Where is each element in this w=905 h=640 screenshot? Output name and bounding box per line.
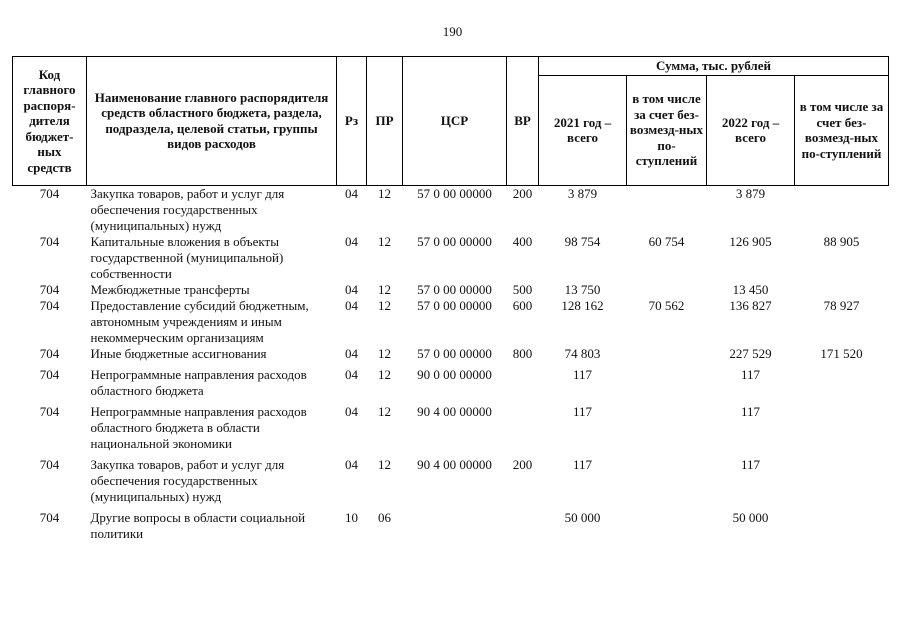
header-2021-free: в том числе за счет без-возмезд-ных по-ступлений [627,75,707,185]
cell-code: 704 [39,281,60,297]
cell-pr: 12 [378,403,391,419]
cell-name: Иные бюджетные ассигнования [90,345,267,361]
cell-csr: 90 4 00 00000 [417,403,492,419]
cell-rz: 04 [345,403,358,419]
cell-vr: 600 [512,297,533,313]
cell-v2021: 117 [572,403,593,419]
header-name: Наименование главного распорядителя средств областного бюджета, раздела, подраздела, целевой статьи, группы видов расходов [87,57,337,186]
cell-code: 704 [39,297,60,313]
cell-f2021 [627,185,707,234]
cell-v2022: 3 879 [735,185,766,201]
header-vr: ВР [507,57,539,186]
cell-vr: 200 [512,185,533,201]
cell-pr: 06 [378,509,391,525]
cell-name: Межбюджетные трансферты [90,281,250,297]
cell-f2022 [795,282,889,298]
cell-vr: 800 [512,345,533,361]
table-row [13,399,889,452]
cell-f2022: 171 520 [820,345,863,361]
cell-pr: 12 [378,456,391,472]
cell-csr: 57 0 00 00000 [417,345,492,361]
cell-pr: 12 [378,366,391,382]
header-rz: Рз [337,57,367,186]
cell-csr: 57 0 00 00000 [417,281,492,297]
cell-f2021: 60 754 [648,233,685,249]
cell-v2022: 13 450 [732,281,769,297]
table-row [13,346,889,362]
cell-code: 704 [39,403,60,419]
cell-vr [507,505,539,542]
cell-f2021 [627,452,707,505]
cell-rz: 04 [345,366,358,382]
cell-v2021: 128 162 [561,297,604,313]
cell-vr: 200 [512,456,533,472]
cell-rz: 04 [345,345,358,361]
cell-code: 704 [39,366,60,382]
cell-code: 704 [39,345,60,361]
cell-name: Непрограммные направления расходов областного бюджета в области национальной экономики [90,403,307,451]
cell-rz: 10 [345,509,358,525]
cell-v2022: 117 [740,456,761,472]
page-number: 190 [442,24,463,39]
table-row [13,234,889,282]
cell-v2022: 227 529 [729,345,772,361]
cell-csr: 90 4 00 00000 [417,456,492,472]
cell-csr: 90 0 00 00000 [417,366,492,382]
cell-rz: 04 [345,456,358,472]
cell-f2021 [627,282,707,298]
cell-v2022: 136 827 [729,297,772,313]
cell-csr [403,505,507,542]
header-sum: Сумма, тыс. рублей [539,57,889,76]
table-row [13,452,889,505]
cell-rz: 04 [345,281,358,297]
table-row [13,298,889,346]
cell-code: 704 [39,509,60,525]
header-pr: ПР [367,57,403,186]
cell-f2021 [627,346,707,362]
cell-name: Закупка товаров, работ и услуг для обеспечения государственных (муниципальных) нужд [90,185,285,233]
cell-f2022 [795,452,889,505]
header-2022-free: в том числе за счет без-возмезд-ных по-ступлений [795,75,889,185]
cell-name: Закупка товаров, работ и услуг для обеспечения государственных (муниципальных) нужд [90,456,285,504]
cell-pr: 12 [378,297,391,313]
cell-v2022: 126 905 [729,233,772,249]
table-row [13,362,889,399]
cell-v2021: 13 750 [564,281,601,297]
cell-f2021 [627,505,707,542]
cell-f2022: 78 927 [823,297,860,313]
cell-pr: 12 [378,345,391,361]
cell-name: Предоставление субсидий бюджетным, автономным учреждениям и иным некоммерческим организациям [90,297,309,345]
cell-code: 704 [39,456,60,472]
cell-f2022 [795,399,889,452]
cell-f2022: 88 905 [823,233,860,249]
cell-rz: 04 [345,185,358,201]
cell-pr: 12 [378,233,391,249]
header-2021-total: 2021 год – всего [539,75,627,185]
cell-rz: 04 [345,233,358,249]
cell-v2021: 50 000 [564,509,601,525]
table-row [13,185,889,234]
cell-vr [507,399,539,452]
cell-v2022: 117 [740,366,761,382]
budget-table [12,56,889,542]
header-code: Код главного распоря-дителя бюджет-ных средств [13,57,87,186]
cell-pr: 12 [378,281,391,297]
cell-vr [507,362,539,399]
cell-v2022: 117 [740,403,761,419]
cell-code: 704 [39,185,60,201]
cell-rz: 04 [345,297,358,313]
cell-f2021 [627,362,707,399]
cell-v2021: 117 [572,456,593,472]
cell-csr: 57 0 00 00000 [417,297,492,313]
cell-csr: 57 0 00 00000 [417,185,492,201]
table-row [13,505,889,542]
cell-vr: 400 [512,233,533,249]
cell-code: 704 [39,233,60,249]
cell-v2021: 98 754 [564,233,601,249]
table-row [13,282,889,298]
cell-f2021: 70 562 [648,297,685,313]
cell-csr: 57 0 00 00000 [417,233,492,249]
cell-f2022 [795,505,889,542]
cell-v2022: 50 000 [732,509,769,525]
cell-v2021: 117 [572,366,593,382]
cell-name: Другие вопросы в области социальной политики [90,509,306,541]
cell-name: Непрограммные направления расходов областного бюджета [90,366,307,398]
cell-v2021: 74 803 [564,345,601,361]
cell-f2021 [627,399,707,452]
header-csr: ЦСР [403,57,507,186]
cell-v2021: 3 879 [567,185,598,201]
cell-name: Капитальные вложения в объекты государственной (муниципальной) собственности [90,233,284,281]
cell-vr: 500 [512,281,533,297]
cell-f2022 [795,185,889,234]
cell-f2022 [795,362,889,399]
header-2022-total: 2022 год – всего [707,75,795,185]
cell-pr: 12 [378,185,391,201]
